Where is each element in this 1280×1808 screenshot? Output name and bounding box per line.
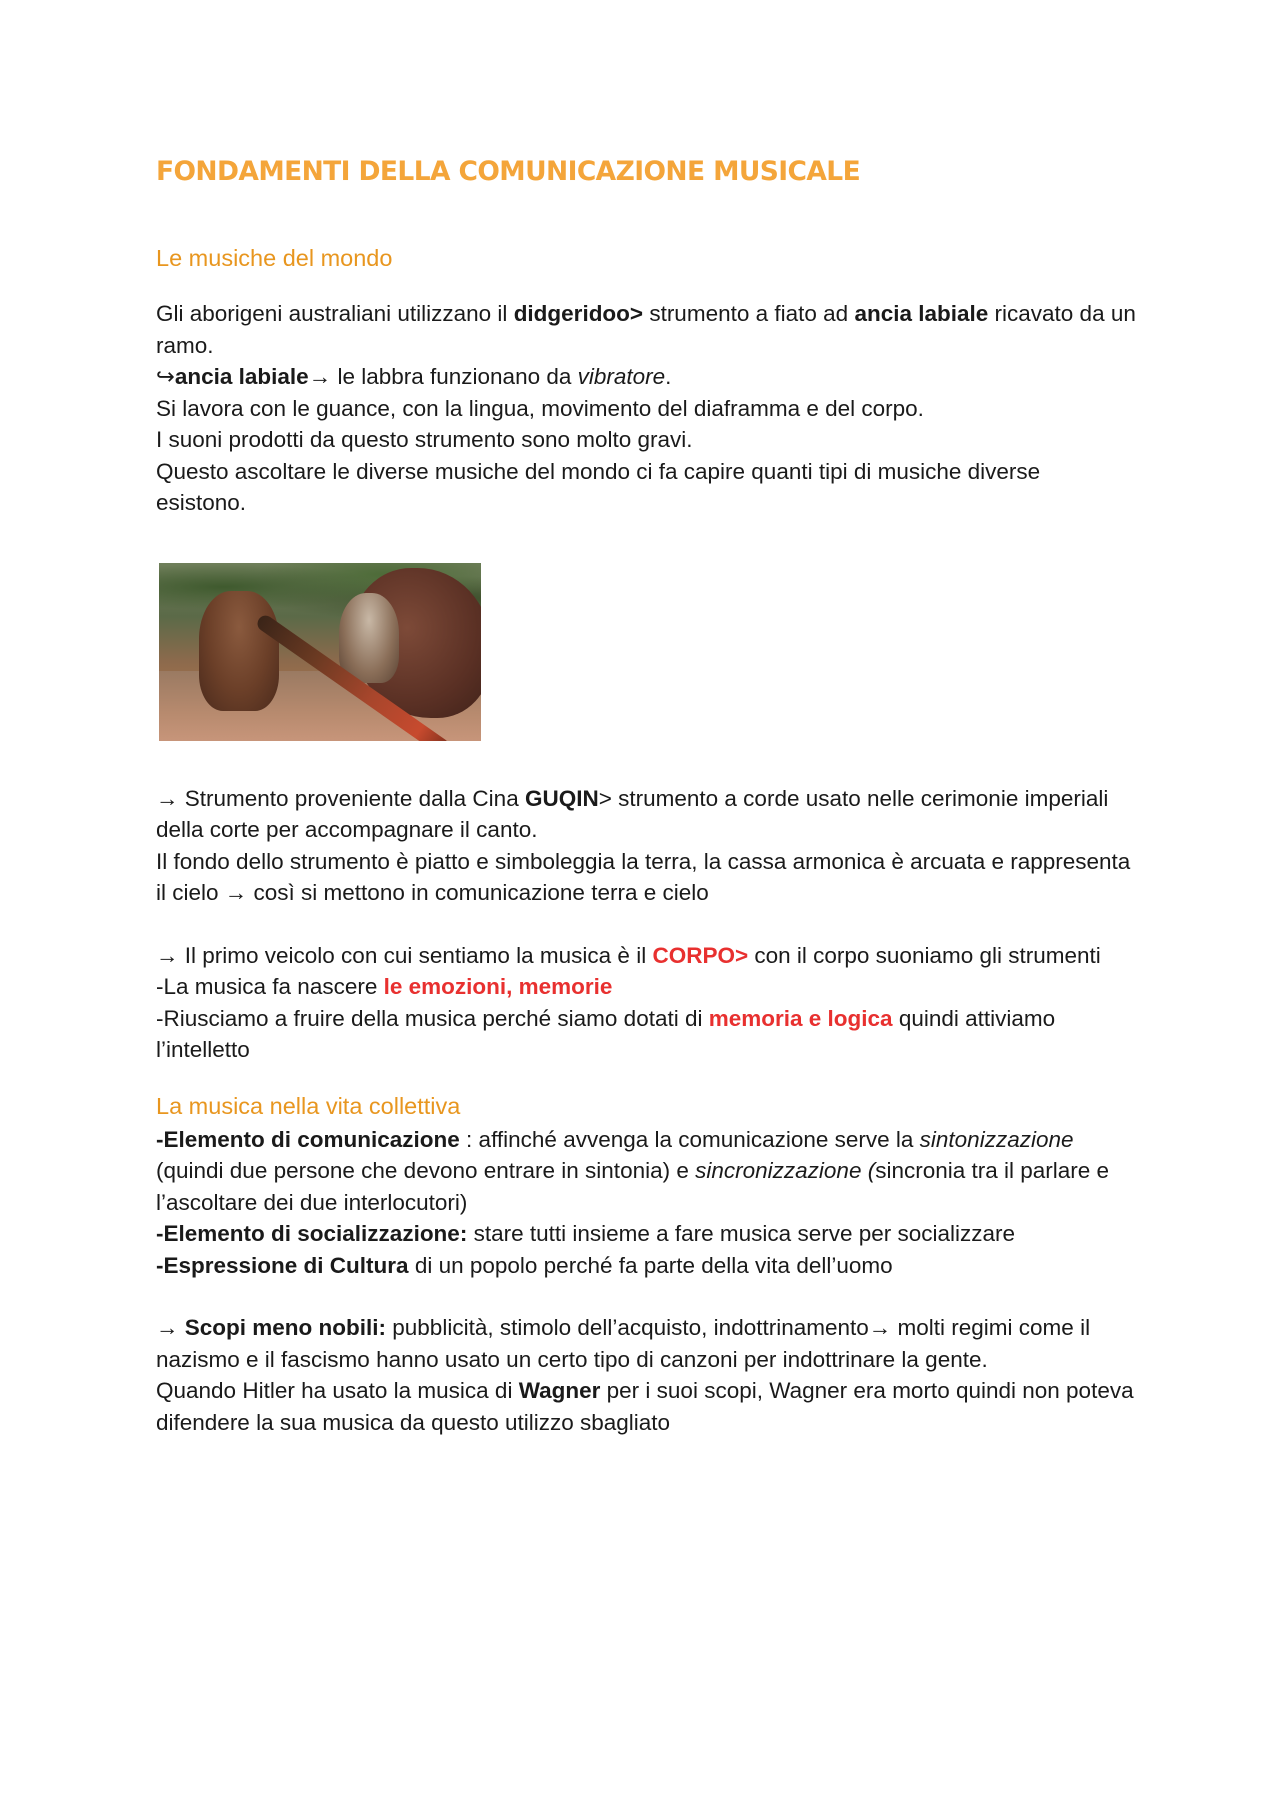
section-heading-musiche-del-mondo: Le musiche del mondo xyxy=(156,245,393,271)
document-title: FONDAMENTI DELLA COMUNICAZIONE MUSICALE xyxy=(156,156,861,187)
paragraph-emozioni: -La musica fa nascere le emozioni, memorie xyxy=(156,974,613,999)
paragraph-cultura: -Espressione di Cultura di un popolo perché fa parte della vita dell’uomo xyxy=(156,1252,893,1278)
document-content xyxy=(156,150,1136,1438)
paragraph-guance: Si lavora con le guance, con la lingua, movimento del diaframma e del corpo. xyxy=(156,395,924,421)
paragraph-didgeridoo: Gli aborigeni australiani utilizzano il didgeridoo> strumento a fiato ad ancia labiale ricavato da un ramo. xyxy=(156,301,1136,358)
paragraph-socializzazione: -Elemento di socializzazione: stare tutti insieme a fare musica serve per socializzare xyxy=(156,1221,1016,1246)
paragraph-scopi-meno-nobili: → Scopi meno nobili: pubblicità, stimolo dell’acquisto, indottrinamento→ molti regimi come il nazismo e il fascismo hanno usato un certo tipo di canzoni per indottrinare la gente. xyxy=(156,1315,1091,1372)
paragraph-memoria-logica: -Riusciamo a fruire della musica perché siamo dotati di memoria e logica quindi attiviamo l’intelletto xyxy=(156,1005,1056,1062)
paragraph-comunicazione: -Elemento di comunicazione : affinché avvenga la comunicazione serve la sintonizzazione (quindi due persone che devono entrare in sintonia) e sincronizzazione (sincronia tra il parlare e l’ascoltare dei due interlocutori) xyxy=(156,1126,1110,1215)
paragraph-ancia-labiale: ↪ancia labiale→ le labbra funzionano da vibratore. xyxy=(156,364,672,389)
paragraph-guqin: → Strumento proveniente dalla Cina GUQIN> strumento a corde usato nelle cerimonie imperiali della corte per accompagnare il canto. xyxy=(156,785,1109,842)
section-heading-vita-collettiva: La musica nella vita collettiva xyxy=(156,1092,461,1119)
paragraph-musiche-diverse: Questo ascoltare le diverse musiche del mondo ci fa capire quanti tipi di musiche diverse esistono. xyxy=(156,458,1041,515)
hook-arrow-icon: ↪ xyxy=(156,364,175,389)
paragraph-wagner: Quando Hitler ha usato la musica di Wagner per i suoi scopi, Wagner era morto quindi non poteva difendere la sua musica da questo utilizzo sbagliato xyxy=(156,1378,1134,1435)
paragraph-terra-cielo: Il fondo dello strumento è piatto e simboleggia la terra, la cassa armonica è arcuata e rappresenta il cielo → così si mettono in comunicazione terra e cielo xyxy=(156,848,1131,905)
didgeridoo-photo xyxy=(159,563,481,741)
paragraph-corpo: → Il primo veicolo con cui sentiamo la musica è il CORPO> con il corpo suoniamo gli strumenti xyxy=(156,942,1101,968)
paragraph-suoni-gravi: I suoni prodotti da questo strumento sono molto gravi. xyxy=(156,427,693,452)
